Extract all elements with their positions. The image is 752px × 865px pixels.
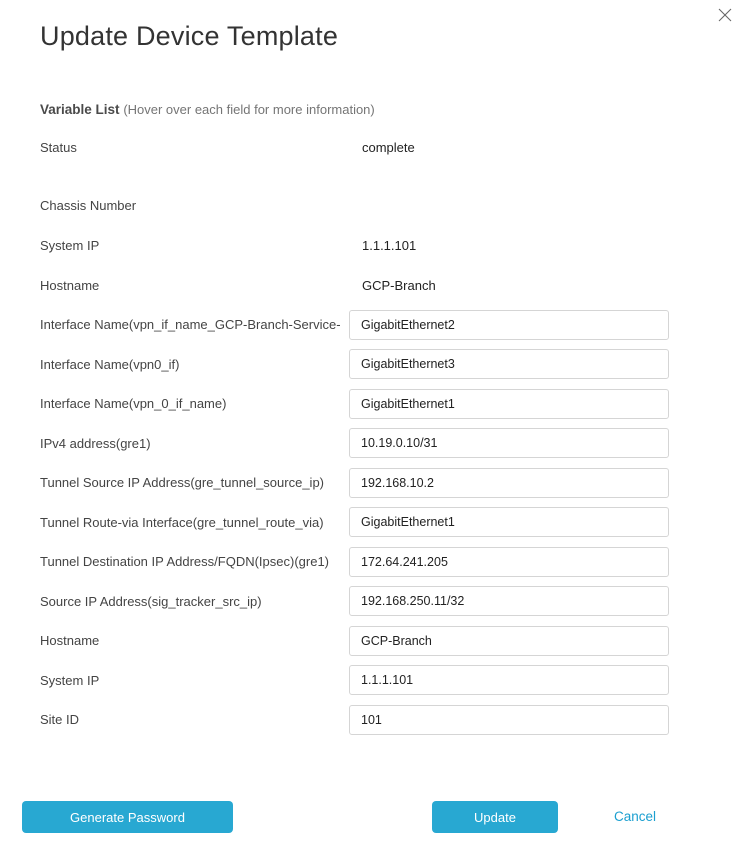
close-icon[interactable]	[717, 7, 733, 23]
status-row	[0, 127, 752, 167]
site-id-input[interactable]	[349, 705, 669, 735]
hostname-row	[0, 265, 752, 305]
system-ip-label: System IP	[40, 237, 100, 253]
source-ip-address-sig-tracker-src-ip-label: Source IP Address(sig_tracker_src_ip)	[40, 593, 262, 609]
system-ip-label: System IP	[40, 672, 100, 688]
ipv4-address-gre1-input[interactable]	[349, 428, 669, 458]
tunnel-route-via-interface-gre-tunnel-route-via-label: Tunnel Route-via Interface(gre_tunnel_route_via)	[40, 514, 324, 530]
system-ip-row	[0, 661, 752, 701]
interface-name-vpn-if-name-gcp-branch-service-label: Interface Name(vpn_if_name_GCP-Branch-Service-	[40, 317, 341, 333]
tunnel-source-ip-address-gre-tunnel-source-ip-input[interactable]	[349, 468, 669, 498]
source-ip-address-sig-tracker-src-ip-input[interactable]	[349, 586, 669, 616]
site-id-row	[0, 700, 752, 740]
interface-name-vpn0-if-label: Interface Name(vpn0_if)	[40, 356, 180, 372]
tunnel-route-via-interface-gre-tunnel-route-via-row	[0, 503, 752, 543]
cancel-link[interactable]: Cancel	[614, 809, 657, 824]
dialog-footer	[0, 801, 752, 833]
variable-list-heading: Variable List	[40, 102, 120, 117]
interface-name-vpn-0-if-name-row	[0, 384, 752, 424]
site-id-label: Site ID	[40, 712, 80, 728]
variable-rows	[0, 127, 752, 740]
hostname-value: GCP-Branch	[362, 277, 436, 293]
variable-list-hint: (Hover over each field for more information)	[123, 102, 375, 117]
hostname-input[interactable]	[349, 626, 669, 656]
hostname-row	[0, 621, 752, 661]
tunnel-source-ip-address-gre-tunnel-source-ip-row	[0, 463, 752, 503]
interface-name-vpn-if-name-gcp-branch-service-input[interactable]	[349, 310, 669, 340]
tunnel-source-ip-address-gre-tunnel-source-ip-label: Tunnel Source IP Address(gre_tunnel_source_ip)	[40, 475, 325, 491]
chassis-number-label: Chassis Number	[40, 197, 137, 213]
dialog-title: Update Device Template	[40, 21, 339, 51]
tunnel-route-via-interface-gre-tunnel-route-via-input[interactable]	[349, 507, 669, 537]
status-value: complete	[362, 139, 415, 155]
generate-password-button[interactable]: Generate Password	[22, 801, 233, 833]
system-ip-value: 1.1.1.101	[362, 237, 417, 253]
interface-name-vpn-0-if-name-input[interactable]	[349, 389, 669, 419]
ipv4-address-gre1-label: IPv4 address(gre1)	[40, 435, 151, 451]
variable-list-header	[40, 102, 375, 117]
update-button[interactable]: Update	[432, 801, 558, 833]
tunnel-destination-ip-address-fqdn-ipsec-gre1-label: Tunnel Destination IP Address/FQDN(Ipsec)(gre1)	[40, 554, 330, 570]
hostname-label: Hostname	[40, 277, 100, 293]
tunnel-destination-ip-address-fqdn-ipsec-gre1-row	[0, 542, 752, 582]
status-label: Status	[40, 139, 77, 155]
chassis-number-row	[0, 185, 752, 225]
system-ip-input[interactable]	[349, 665, 669, 695]
interface-name-vpn0-if-row	[0, 345, 752, 385]
tunnel-destination-ip-address-fqdn-ipsec-gre1-input[interactable]	[349, 547, 669, 577]
system-ip-row	[0, 225, 752, 265]
ipv4-address-gre1-row	[0, 424, 752, 464]
hostname-label: Hostname	[40, 633, 100, 649]
interface-name-vpn-if-name-gcp-branch-service-row	[0, 305, 752, 345]
interface-name-vpn-0-if-name-label: Interface Name(vpn_0_if_name)	[40, 396, 227, 412]
interface-name-vpn0-if-input[interactable]	[349, 349, 669, 379]
source-ip-address-sig-tracker-src-ip-row	[0, 582, 752, 622]
